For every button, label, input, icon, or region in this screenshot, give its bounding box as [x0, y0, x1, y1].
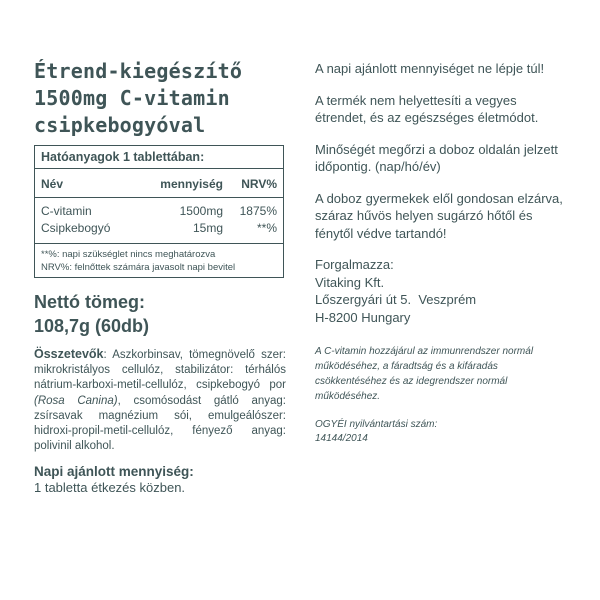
nutrition-column-headers	[35, 169, 283, 198]
nutrition-heading: Hatóanyagok 1 tablettában:	[35, 146, 283, 169]
table-row	[35, 220, 283, 237]
distributor	[315, 256, 565, 326]
distributor-postal: H-8200 Hungary	[315, 309, 411, 325]
table-row	[35, 203, 283, 220]
nutrition-notes	[35, 244, 283, 277]
ingredients-latin-name: (Rosa Canina)	[34, 394, 118, 407]
storage-instructions: A doboz gyermekek elől gondosan elzárva, száraz hűvös helyen sugárzó hőtől és fénytől védve tartandó!	[315, 190, 563, 241]
row-amount: 15mg	[192, 221, 223, 235]
row-nrv: 1875%	[239, 204, 277, 218]
row-name: C-vitamin	[41, 204, 92, 218]
distributor-name: Vitaking Kft.	[315, 274, 385, 290]
row-name: Csipkebogyó	[41, 221, 111, 235]
distributor-label: Forgalmazza:	[315, 257, 394, 272]
warning-dose: A napi ajánlott mennyiséget ne lépje túl!	[315, 61, 545, 76]
product-title	[34, 58, 286, 139]
nutrition-table	[34, 145, 284, 278]
row-amount: 1500mg	[179, 204, 223, 218]
nutrition-rows	[35, 198, 283, 244]
title-line-3: csipkebogyóval	[34, 113, 206, 137]
dosage-label: Napi ajánlott mennyiség:	[34, 464, 194, 480]
registration-number: 14144/2014	[315, 433, 368, 444]
col-nrv-header: NRV%	[241, 177, 277, 191]
ingredients	[34, 347, 286, 454]
registration	[315, 418, 565, 446]
right-column	[315, 60, 565, 446]
warning-diet: A termék nem helyettesíti a vegyes étrendet, és az egészséges életmódot.	[315, 92, 539, 125]
row-nrv: **%	[256, 221, 277, 235]
note-nrv-undefined: **%: napi szükséglet nincs meghatározva	[41, 249, 216, 260]
health-claim: A C-vitamin hozzájárul az immunrendszer normál működéséhez, a fáradtság és a kifáradás csökkentéséhez és az idegrendszer normál működéséhez.	[315, 346, 534, 402]
storage-date: Minőségét megőrzi a doboz oldalán jelzett időpontig. (nap/hó/év)	[315, 141, 558, 174]
ingredients-text-2: , csomósodást gátló anyag: zsírsavak magnézium sói, emulgeálószer: hidroxi-propil-metil-cellulóz, fényező anyag: polivinil alkohol.	[34, 394, 286, 453]
left-column	[34, 58, 286, 496]
net-weight-label: Nettó tömeg:	[34, 292, 145, 312]
registration-label: OGYÉI nyilvántartási szám:	[315, 419, 438, 430]
distributor-street: Lőszergyári út 5. Veszprém	[315, 292, 477, 307]
ingredients-label: Összetevők	[34, 347, 104, 361]
dosage	[34, 464, 286, 496]
ingredients-text-1: : Aszkorbinsav, tömegnövelő szer: mikrokristályos cellulóz, stabilizátor: térhálós nátrium-karboxi-metil-cellulóz, csipkebogyó por	[34, 349, 286, 392]
net-weight-value: 108,7g (60db)	[34, 316, 150, 336]
col-name-header: Név	[41, 177, 64, 191]
col-amount-header: mennyiség	[160, 177, 223, 191]
net-weight	[34, 290, 286, 338]
title-line-2: 1500mg C-vitamin	[34, 86, 230, 110]
note-nrv-definition: NRV%: felnőttek számára javasolt napi bevitel	[41, 262, 236, 273]
dosage-text: 1 tabletta étkezés közben.	[34, 480, 186, 496]
title-line-1: Étrend-kiegészítő	[34, 59, 243, 83]
